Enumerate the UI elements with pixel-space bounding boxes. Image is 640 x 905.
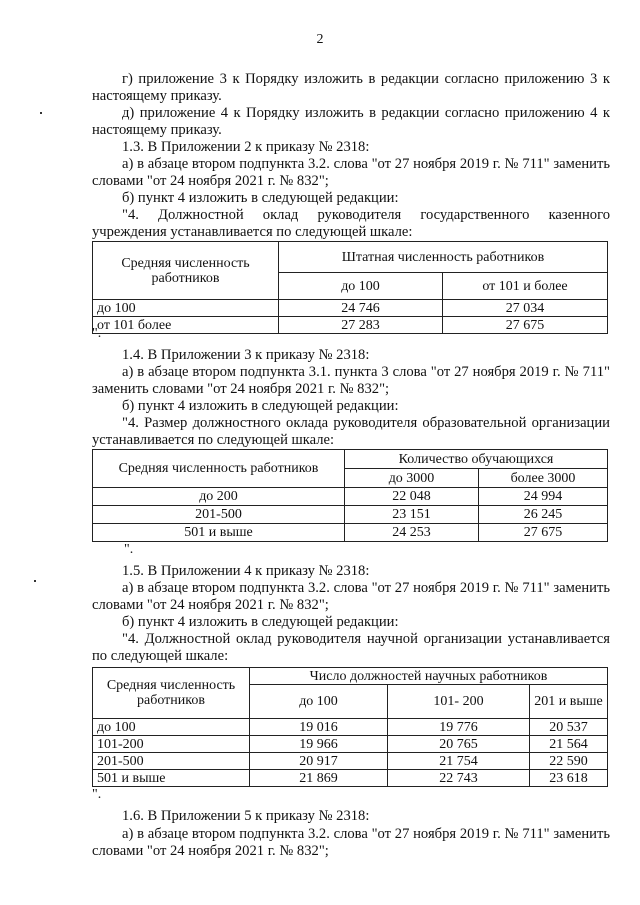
table-cell: 20 537	[530, 719, 608, 736]
table-3	[92, 667, 608, 787]
table-cell: 23 151	[345, 506, 479, 524]
table-3-subheader: 101- 200	[388, 685, 530, 719]
table-cell: 19 966	[250, 736, 388, 753]
table-1-subheader: от 101 и более	[443, 273, 608, 300]
table-cell: 19 016	[250, 719, 388, 736]
table-2-subheader: более 3000	[479, 469, 608, 488]
table-row	[93, 488, 608, 506]
table-cell: 201-500	[93, 506, 345, 524]
table-cell: 21 754	[388, 753, 530, 770]
table-cell: 101-200	[93, 736, 250, 753]
paragraph-1-6-a: а) в абзаце втором подпункта 3.2. слова "от 27 ноября 2019 г. № 711" заменить словами "от 24 ноября 2021 г. № 832";	[92, 826, 610, 859]
table-3-group-header: Число должностей научных работников	[250, 668, 608, 685]
table-3-subheader: до 100	[250, 685, 388, 719]
table-cell: 24 253	[345, 524, 479, 542]
table-cell: 24 994	[479, 488, 608, 506]
table-cell: 501 и выше	[93, 770, 250, 787]
table-cell: 21 564	[530, 736, 608, 753]
paragraph-1-3-a: а) в абзаце втором подпункта 3.2. слова "от 27 ноября 2019 г. № 711" заменить словами "от 24 ноября 2021 г. № 832";	[92, 156, 610, 189]
table-cell: 20 765	[388, 736, 530, 753]
table-cell: 22 048	[345, 488, 479, 506]
paragraph-g: г) приложение 3 к Порядку изложить в редакции согласно приложению 3 к настоящему приказу.	[92, 71, 610, 104]
table-row	[93, 719, 608, 736]
table-cell: 26 245	[479, 506, 608, 524]
table-cell: 201-500	[93, 753, 250, 770]
paragraph-1-4: 1.4. В Приложении 3 к приказу № 2318:	[122, 347, 370, 363]
paragraph-1-6: 1.6. В Приложении 5 к приказу № 2318:	[122, 808, 370, 824]
table-row	[93, 317, 608, 334]
table-cell: 27 675	[479, 524, 608, 542]
table-3-col-header: Средняя численность работников	[93, 668, 250, 719]
page-number: 2	[316, 32, 324, 47]
paragraph-1-4-quote: "4. Размер должностного оклада руководителя образовательной организации устанавливается по следующей шкале:	[92, 415, 610, 448]
table-2-col-header: Средняя численность работников	[93, 450, 345, 488]
table-2-group-header: Количество обучающихся	[345, 450, 608, 469]
paragraph-1-4-b: б) пункт 4 изложить в следующей редакции:	[122, 398, 399, 414]
paragraph-1-3-b: б) пункт 4 изложить в следующей редакции:	[122, 190, 399, 206]
paragraph-1-5-a: а) в абзаце втором подпункта 3.2. слова "от 27 ноября 2019 г. № 711" заменить словами "от 24 ноября 2021 г. № 832";	[92, 580, 610, 613]
table-cell: 22 743	[388, 770, 530, 787]
closing-quote: ".	[92, 787, 102, 802]
table-cell: 27 283	[279, 317, 443, 334]
table-row	[93, 736, 608, 753]
table-1	[92, 241, 608, 334]
table-cell: 27 034	[443, 300, 608, 317]
table-cell: 21 869	[250, 770, 388, 787]
closing-quote: ".	[92, 326, 102, 341]
paragraph-1-5-b: б) пункт 4 изложить в следующей редакции:	[122, 614, 399, 630]
table-cell: до 100	[93, 300, 279, 317]
table-1-group-header: Штатная численность работников	[279, 242, 608, 273]
closing-quote: ".	[124, 542, 134, 557]
scan-mark	[34, 580, 36, 582]
paragraph-d: д) приложение 4 к Порядку изложить в редакции согласно приложению 4 к настоящему приказу.	[92, 105, 610, 138]
table-cell: до 100	[93, 719, 250, 736]
paragraph-1-3-quote: "4. Должностной оклад руководителя государственного казенного учреждения устанавливается по следующей шкале:	[92, 207, 610, 240]
table-cell: от 101 более	[93, 317, 279, 334]
table-row	[93, 770, 608, 787]
table-1-subheader: до 100	[279, 273, 443, 300]
paragraph-1-5: 1.5. В Приложении 4 к приказу № 2318:	[122, 563, 370, 579]
paragraph-1-3: 1.3. В Приложении 2 к приказу № 2318:	[122, 139, 370, 155]
table-row	[93, 753, 608, 770]
table-2-subheader: до 3000	[345, 469, 479, 488]
table-1-col-header: Средняя численность работников	[93, 242, 279, 300]
table-3-subheader: 201 и выше	[530, 685, 608, 719]
paragraph-1-4-a: а) в абзаце втором подпункта 3.1. пункта 3 слова "от 27 ноября 2019 г. № 711" заменить словами "от 24 ноября 2021 г. № 832";	[92, 364, 610, 397]
table-row	[93, 300, 608, 317]
table-row	[93, 524, 608, 542]
table-cell: 22 590	[530, 753, 608, 770]
table-row	[93, 506, 608, 524]
table-cell: до 200	[93, 488, 345, 506]
table-cell: 23 618	[530, 770, 608, 787]
scan-mark	[40, 112, 42, 114]
table-cell: 501 и выше	[93, 524, 345, 542]
table-cell: 20 917	[250, 753, 388, 770]
table-2	[92, 449, 608, 542]
paragraph-1-5-quote: "4. Должностной оклад руководителя научной организации устанавливается по следующей шкале:	[92, 631, 610, 664]
table-cell: 24 746	[279, 300, 443, 317]
table-cell: 27 675	[443, 317, 608, 334]
table-cell: 19 776	[388, 719, 530, 736]
